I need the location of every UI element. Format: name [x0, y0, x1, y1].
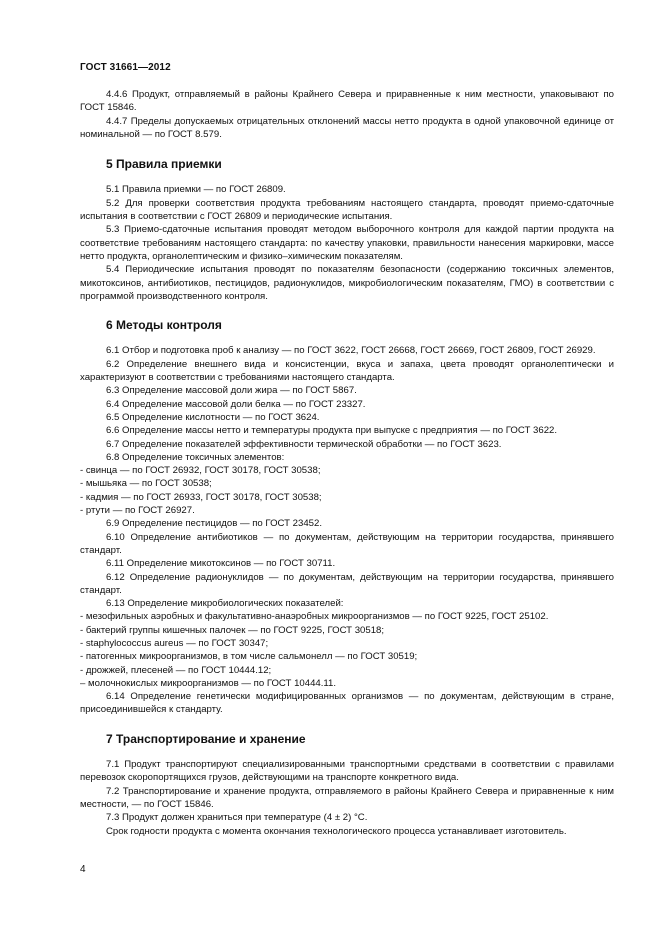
section-6-title: 6 Методы контроля [106, 318, 222, 333]
paragraph-6-5: 6.5 Определение кислотности — по ГОСТ 3624. [106, 411, 320, 423]
paragraph-6-11: 6.11 Определение микотоксинов — по ГОСТ 30711. [106, 558, 336, 570]
list-item: - бактерий группы кишечных палочек — по ГОСТ 9225, ГОСТ 30518; [80, 624, 385, 636]
paragraph-6-10: 6.10 Определение антибиотиков — по документам, действующим на территории государства, принявшего стандарт. [80, 531, 614, 556]
document-header: ГОСТ 31661—2012 [80, 62, 171, 73]
paragraph-5-1: 5.1 Правила приемки — по ГОСТ 26809. [106, 184, 286, 196]
paragraph-4-4-7: 4.4.7 Пределы допускаемых отрицательных отклонений массы нетто продукта в одной упаковочной единице от номинальной — по ГОСТ 8.579. [80, 115, 614, 140]
paragraph-shelf-life: Срок годности продукта с момента окончания технологического процесса устанавливает изготовитель. [106, 825, 567, 837]
list-item: - staphylococcus aureus — по ГОСТ 30347; [80, 637, 269, 649]
section-5-title: 5 Правила приемки [106, 157, 222, 172]
paragraph-5-2: 5.2 Для проверки соответствия продукта требованиям настоящего стандарта, проводят приемо-сдаточные испытания в соответствии с ГОСТ 26809 и периодические испытания. [80, 197, 614, 223]
paragraph-6-12: 6.12 Определение радионуклидов — по документам, действующим на территории государства, принявшего стандарт. [80, 571, 614, 596]
list-item: - ртути — по ГОСТ 26927. [80, 505, 195, 517]
list-item: - мезофильных аэробных и факультативно-анаэробных микроорганизмов — по ГОСТ 9225, ГОСТ 25102. [80, 611, 549, 623]
list-item: - патогенных микроорганизмов, в том числе сальмонелл — по ГОСТ 30519; [80, 651, 418, 663]
paragraph-5-3: 5.3 Приемо-сдаточные испытания проводят методом выборочного контроля для каждой партии продукта на соответствие требованиям настоящего стандарта: по качеству упаковки, правильности нанесения маркировки, массе нетто продукта, органолептическим и физико–химическим показателям. [80, 224, 614, 262]
paragraph-7-2: 7.2 Транспортирование и хранение продукта, отправляемого в районы Крайнего Севера и приравненные к ним местности, — по ГОСТ 15846. [80, 785, 614, 810]
paragraph-7-1: 7.1 Продукт транспортируют специализированными транспортными средствами в соответствии с правилами перевозок скоропортящихся грузов, действующими на транспорте конкретного вида. [80, 759, 614, 784]
page-number: 4 [80, 864, 86, 875]
paragraph-6-8: 6.8 Определение токсичных элементов: [106, 451, 285, 463]
paragraph-6-13: 6.13 Определение микробиологических показателей: [106, 598, 344, 610]
paragraph-7-3: 7.3 Продукт должен храниться при температуре (4 ± 2) °С. [106, 812, 368, 824]
paragraph-6-14: 6.14 Определение генетически модифицированных организмов — по документам, действующим в стране, присоединившейся к стандарту. [80, 691, 614, 716]
paragraph-6-2: 6.2 Определение внешнего вида и консистенции, вкуса и запаха, цвета проводят органолептически и характеризуют в соответствии с требованиями настоящего стандарта. [80, 358, 614, 384]
paragraph-4-4-6: 4.4.6 Продукт, отправляемый в районы Крайнего Севера и приравненные к ним местности, упаковывают по ГОСТ 15846. [80, 89, 614, 114]
section-7-title: 7 Транспортирование и хранение [106, 731, 306, 746]
paragraph-5-4: 5.4 Периодические испытания проводят по показателям безопасности (содержанию токсичных элементов, микотоксинов, антибиотиков, пестицидов, радионуклидов, микробиологическим показателям, ГМО) в соответствии с программой производственного контроля. [80, 264, 614, 302]
list-item: - кадмия — по ГОСТ 26933, ГОСТ 30178, ГОСТ 30538; [80, 491, 322, 503]
paragraph-6-1: 6.1 Отбор и подготовка проб к анализу — по ГОСТ 3622, ГОСТ 26668, ГОСТ 26669, ГОСТ 26809, ГОСТ 26929. [106, 345, 596, 357]
list-item: – молочнокислых микроорганизмов — по ГОСТ 10444.11. [80, 677, 337, 689]
paragraph-6-4: 6.4 Определение массовой доли белка — по ГОСТ 23327. [106, 398, 366, 410]
paragraph-6-9: 6.9 Определение пестицидов — по ГОСТ 23452. [106, 518, 323, 530]
list-item: - дрожжей, плесеней — по ГОСТ 10444.12; [80, 664, 272, 676]
list-item: - мышьяка — по ГОСТ 30538; [80, 478, 212, 490]
paragraph-6-7: 6.7 Определение показателей эффективности термической обработки — по ГОСТ 3623. [106, 438, 502, 450]
paragraph-6-6: 6.6 Определение массы нетто и температуры продукта при выпуске с предприятия — по ГОСТ 3622. [106, 425, 558, 437]
document-body [80, 88, 614, 838]
paragraph-6-3: 6.3 Определение массовой доли жира — по ГОСТ 5867. [106, 385, 357, 397]
list-item: - свинца — по ГОСТ 26932, ГОСТ 30178, ГОСТ 30538; [80, 465, 321, 477]
